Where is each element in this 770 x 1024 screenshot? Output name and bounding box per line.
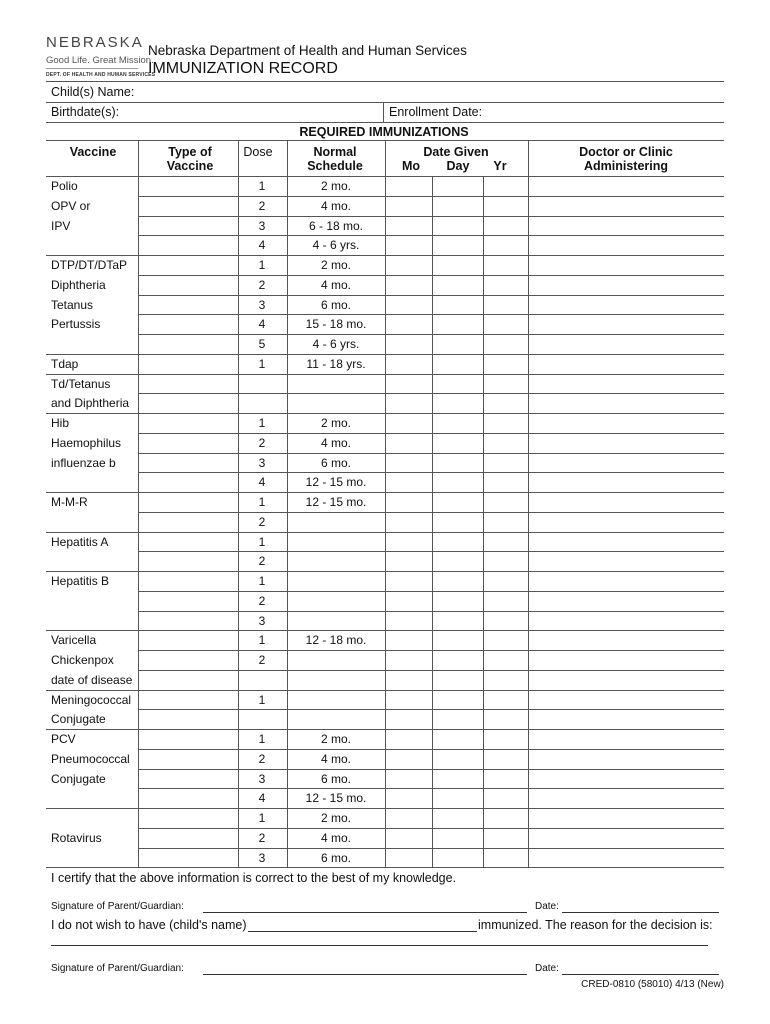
signature-label: Signature of Parent/Guardian: <box>51 963 184 974</box>
vaccine-name: Tetanus <box>51 297 94 312</box>
divider <box>138 828 724 829</box>
dose-number: 1 <box>258 416 266 430</box>
dose-number: 1 <box>258 811 266 825</box>
divider <box>46 867 724 868</box>
department-name: Nebraska Department of Health and Human Services <box>148 43 467 58</box>
divider <box>46 102 724 103</box>
vaccine-name: influenzae b <box>51 455 116 470</box>
dose-number: 5 <box>258 337 266 351</box>
divider <box>138 235 724 236</box>
divider <box>138 611 724 612</box>
signature-label: Signature of Parent/Guardian: <box>51 901 184 912</box>
dose-number: 4 <box>258 791 266 806</box>
divider <box>138 650 724 651</box>
dose-number: 3 <box>258 218 266 233</box>
normal-schedule: 12 - 15 mo. <box>305 791 367 806</box>
vaccine-name: DTP/DT/DTaP <box>51 258 128 272</box>
vaccine-name: M-M-R <box>51 495 88 509</box>
date-label: Date: <box>535 901 559 912</box>
dose-number: 2 <box>258 653 266 667</box>
divider <box>432 176 433 867</box>
normal-schedule: 4 mo. <box>320 198 352 213</box>
normal-schedule: 11 - 18 yrs. <box>306 356 366 371</box>
dose-number: 4 <box>258 475 266 490</box>
dose-number: 1 <box>258 574 266 588</box>
divider <box>138 433 724 434</box>
reason-line[interactable] <box>51 945 708 946</box>
signature-line[interactable] <box>203 912 527 913</box>
vaccine-name: IPV <box>51 218 71 233</box>
normal-schedule: 4 - 6 yrs. <box>312 238 360 253</box>
col-yr: Yr <box>493 159 507 173</box>
enrollment-date-label: Enrollment Date: <box>389 105 483 119</box>
signature-line[interactable] <box>203 974 527 975</box>
logo-tagline: Good Life. Great Mission. <box>46 55 154 66</box>
normal-schedule: 2 mo. <box>320 732 352 746</box>
vaccine-name: Conjugate <box>51 771 106 786</box>
col-schedule: Normal <box>313 145 357 159</box>
vaccine-name: Rotavirus <box>51 830 102 845</box>
dose-number: 2 <box>258 593 266 608</box>
divider <box>138 295 724 296</box>
divider <box>383 102 384 122</box>
dose-number: 1 <box>258 258 266 272</box>
divider <box>138 216 724 217</box>
vaccine-name: Hib <box>51 416 70 430</box>
col-doctor: Doctor or Clinic <box>579 145 673 159</box>
normal-schedule: 4 - 6 yrs. <box>312 337 360 351</box>
dose-number: 4 <box>258 238 266 253</box>
dose-number: 1 <box>258 534 266 549</box>
not-wish-label: I do not wish to have (child's name) <box>51 918 247 932</box>
certify-statement: I certify that the above information is correct to the best of my knowledge. <box>51 871 457 885</box>
normal-schedule: 12 - 18 mo. <box>305 633 367 648</box>
col-type: Type of <box>168 145 212 159</box>
divider <box>138 314 724 315</box>
divider <box>138 769 724 770</box>
form-code: CRED-0810 (58010) 4/13 (New) <box>581 979 724 990</box>
divider <box>483 176 484 867</box>
divider <box>138 334 724 335</box>
normal-schedule: 4 mo. <box>320 435 352 450</box>
divider <box>528 140 529 867</box>
divider <box>138 670 724 671</box>
dose-number: 3 <box>258 297 266 312</box>
col-type: Vaccine <box>166 159 214 173</box>
normal-schedule: 4 mo. <box>320 751 352 766</box>
normal-schedule: 12 - 15 mo. <box>305 475 367 490</box>
normal-schedule: 12 - 15 mo. <box>305 495 367 509</box>
divider <box>138 472 724 473</box>
divider <box>138 788 724 789</box>
dose-number: 1 <box>258 732 266 746</box>
divider <box>138 453 724 454</box>
normal-schedule: 6 mo. <box>320 771 352 786</box>
dose-number: 2 <box>258 514 266 529</box>
vaccine-name: Varicella <box>51 633 97 648</box>
divider <box>138 749 724 750</box>
vaccine-name: Td/Tetanus <box>51 376 111 391</box>
divider <box>238 140 239 867</box>
divider <box>385 140 386 867</box>
col-doctor: Administering <box>583 159 669 173</box>
normal-schedule: 15 - 18 mo. <box>305 317 367 332</box>
normal-schedule: 2 mo. <box>320 416 352 430</box>
col-schedule: Schedule <box>307 159 363 173</box>
dose-number: 1 <box>258 495 266 509</box>
dose-number: 2 <box>258 277 266 292</box>
child-name-label: Child(s) Name: <box>51 85 135 99</box>
vaccine-name: Polio <box>51 179 78 193</box>
section-title: REQUIRED IMMUNIZATIONS <box>299 125 469 139</box>
vaccine-name: Hepatitis B <box>51 574 110 588</box>
divider <box>138 551 724 552</box>
divider <box>287 140 288 867</box>
vaccine-name: Pneumococcal <box>51 751 130 766</box>
normal-schedule: 4 mo. <box>320 830 352 845</box>
dose-number: 3 <box>258 771 266 786</box>
dose-number: 2 <box>258 554 266 569</box>
vaccine-name: Haemophilus <box>51 435 122 450</box>
divider <box>138 140 139 867</box>
dose-number: 3 <box>258 455 266 470</box>
normal-schedule: 2 mo. <box>320 811 352 825</box>
date-line[interactable] <box>562 912 719 913</box>
normal-schedule: 6 mo. <box>320 297 352 312</box>
vaccine-name: Tdap <box>51 356 79 371</box>
vaccine-name: and Diphtheria <box>51 396 130 411</box>
date-label: Date: <box>535 963 559 974</box>
dose-number: 2 <box>258 751 266 766</box>
vaccine-name: Chickenpox <box>51 653 114 667</box>
vaccine-name: date of disease <box>51 672 133 687</box>
divider <box>138 512 724 513</box>
dose-number: 2 <box>258 435 266 450</box>
logo-wordmark: NEBRASKA <box>46 34 144 51</box>
normal-schedule: 2 mo. <box>320 258 352 272</box>
col-mo: Mo <box>401 159 421 173</box>
dose-number: 1 <box>258 692 266 707</box>
vaccine-name: Meningococcal <box>51 692 132 707</box>
divider <box>46 81 724 82</box>
divider <box>138 196 724 197</box>
page-title: IMMUNIZATION RECORD <box>148 60 338 77</box>
logo-dept: DEPT. OF HEALTH AND HUMAN SERVICES <box>46 72 156 78</box>
dose-number: 2 <box>258 198 266 213</box>
dose-number: 1 <box>258 179 266 193</box>
vaccine-name: Pertussis <box>51 317 101 332</box>
logo-divider <box>46 68 138 69</box>
dose-number: 3 <box>258 613 266 628</box>
normal-schedule: 6 - 18 mo. <box>308 218 364 233</box>
vaccine-name: Conjugate <box>51 712 106 727</box>
dose-number: 4 <box>258 317 266 332</box>
vaccine-name: Hepatitis A <box>51 534 109 549</box>
col-date-given: Date Given <box>423 145 489 159</box>
dose-number: 2 <box>258 830 266 845</box>
dose-number: 3 <box>258 850 266 865</box>
divider <box>138 275 724 276</box>
divider <box>138 709 724 710</box>
normal-schedule: 4 mo. <box>320 277 352 292</box>
birthdate-label: Birthdate(s): <box>51 105 120 119</box>
divider <box>46 122 724 123</box>
date-line[interactable] <box>562 974 719 975</box>
vaccine-name: PCV <box>51 732 76 746</box>
divider <box>138 591 724 592</box>
col-dose: Dose <box>243 145 273 159</box>
dose-number: 1 <box>258 356 266 371</box>
vaccine-name: Diphtheria <box>51 277 106 292</box>
divider <box>138 848 724 849</box>
col-vaccine: Vaccine <box>69 145 117 159</box>
normal-schedule: 6 mo. <box>320 850 352 865</box>
col-day: Day <box>446 159 470 173</box>
normal-schedule: 2 mo. <box>320 179 352 193</box>
vaccine-name: OPV or <box>51 198 91 213</box>
dose-number: 1 <box>258 633 266 648</box>
divider <box>138 393 724 394</box>
normal-schedule: 6 mo. <box>320 455 352 470</box>
reason-label: immunized. The reason for the decision is: <box>478 918 713 932</box>
child-name-line[interactable] <box>248 931 477 932</box>
